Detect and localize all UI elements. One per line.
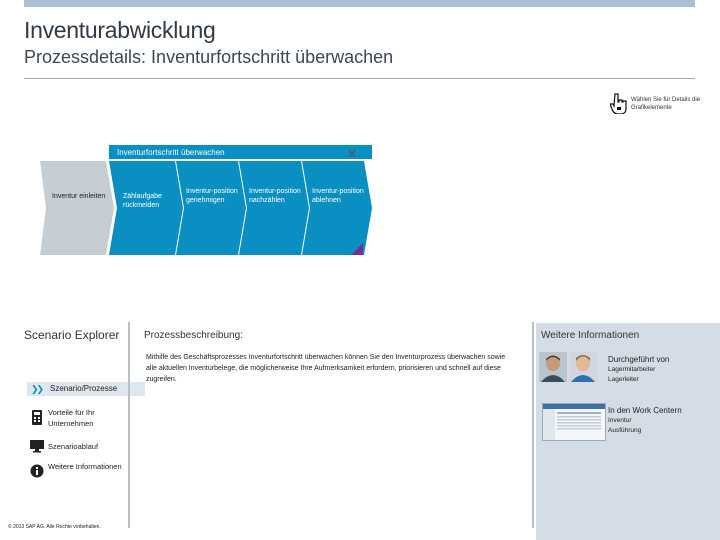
hand-pointer-icon: [610, 92, 628, 114]
page-title: Inventurabwicklung: [24, 17, 216, 43]
calculator-icon: [31, 410, 43, 424]
avatar: [569, 352, 597, 382]
corner-marker: [351, 243, 363, 255]
step-label: Inventur-position ablehnen: [312, 188, 364, 204]
column-divider-right: [532, 322, 534, 528]
chevron-step-genehmigen[interactable]: [176, 161, 246, 255]
scenario-explorer-title: Scenario Explorer: [24, 328, 120, 342]
role-lagermitarbeiter[interactable]: Lagermitarbeiter: [608, 366, 656, 373]
step-label: Inventur einleiten: [52, 193, 106, 200]
top-accent-bar: [24, 0, 695, 7]
description-title: Prozessbeschreibung:: [144, 330, 243, 341]
description-text: Mithilfe des Geschäftsprozesses Inventurfortschritt überwachen können Sie den Inventurprozess überwachen sowie alle aktuellen Inventurbelege, die möglicherweise Ihre Aufmerksamkeit erfordern, priorisieren und schnell auf diese zugreifen.: [146, 354, 506, 383]
process-title: Inventurfortschritt überwachen: [117, 148, 225, 157]
chevron-step-zaehlaufgabe[interactable]: [109, 161, 183, 255]
role-lagerleiter[interactable]: Lagerleiter: [608, 376, 639, 383]
info-icon: [30, 464, 44, 478]
page-subtitle: Prozessdetails: Inventurfortschritt überwachen: [24, 47, 394, 67]
info-title: Weitere Informationen: [541, 330, 640, 341]
work-center-inventur[interactable]: Inventur: [608, 417, 632, 424]
step-label: Zählaufgabe rückmelden: [123, 193, 162, 209]
step-label: Inventur-position genehmigen: [186, 188, 238, 204]
copyright: © 2013 SAP AG. Alle Rechte vorbehalten.: [8, 524, 101, 530]
monitor-icon: [30, 439, 44, 453]
close-icon[interactable]: ✕: [347, 147, 358, 161]
double-chevron-icon: ❯❯: [31, 384, 43, 394]
chevron-step-nachzaehlen[interactable]: [239, 161, 309, 255]
avatar: [539, 352, 567, 382]
performed-by-title: Durchgeführt von: [608, 355, 670, 364]
column-divider-left: [128, 322, 130, 528]
hint-text: Wählen Sie für Details die Grafikelemente: [631, 97, 701, 111]
nav-item-szenarioablauf[interactable]: Szenarioablauf: [48, 442, 99, 451]
nav-item-vorteile[interactable]: Vorteile für Ihr Unternehmen: [48, 408, 95, 428]
work-centers-title: In den Work Centern: [608, 406, 682, 415]
chevron-step-inventur-einleiten[interactable]: [40, 161, 114, 255]
work-center-ausfuehrung[interactable]: Ausführung: [608, 427, 642, 434]
work-center-thumbnail: [542, 403, 606, 441]
header-divider: [24, 78, 695, 79]
nav-item-weitere-informationen[interactable]: Weitere Informationen: [48, 462, 122, 471]
chevron-step-ablehnen[interactable]: [302, 161, 372, 255]
step-label: Inventur-position nachzählen: [249, 188, 301, 204]
tab-label: Szenario/Prozesse: [50, 384, 118, 393]
